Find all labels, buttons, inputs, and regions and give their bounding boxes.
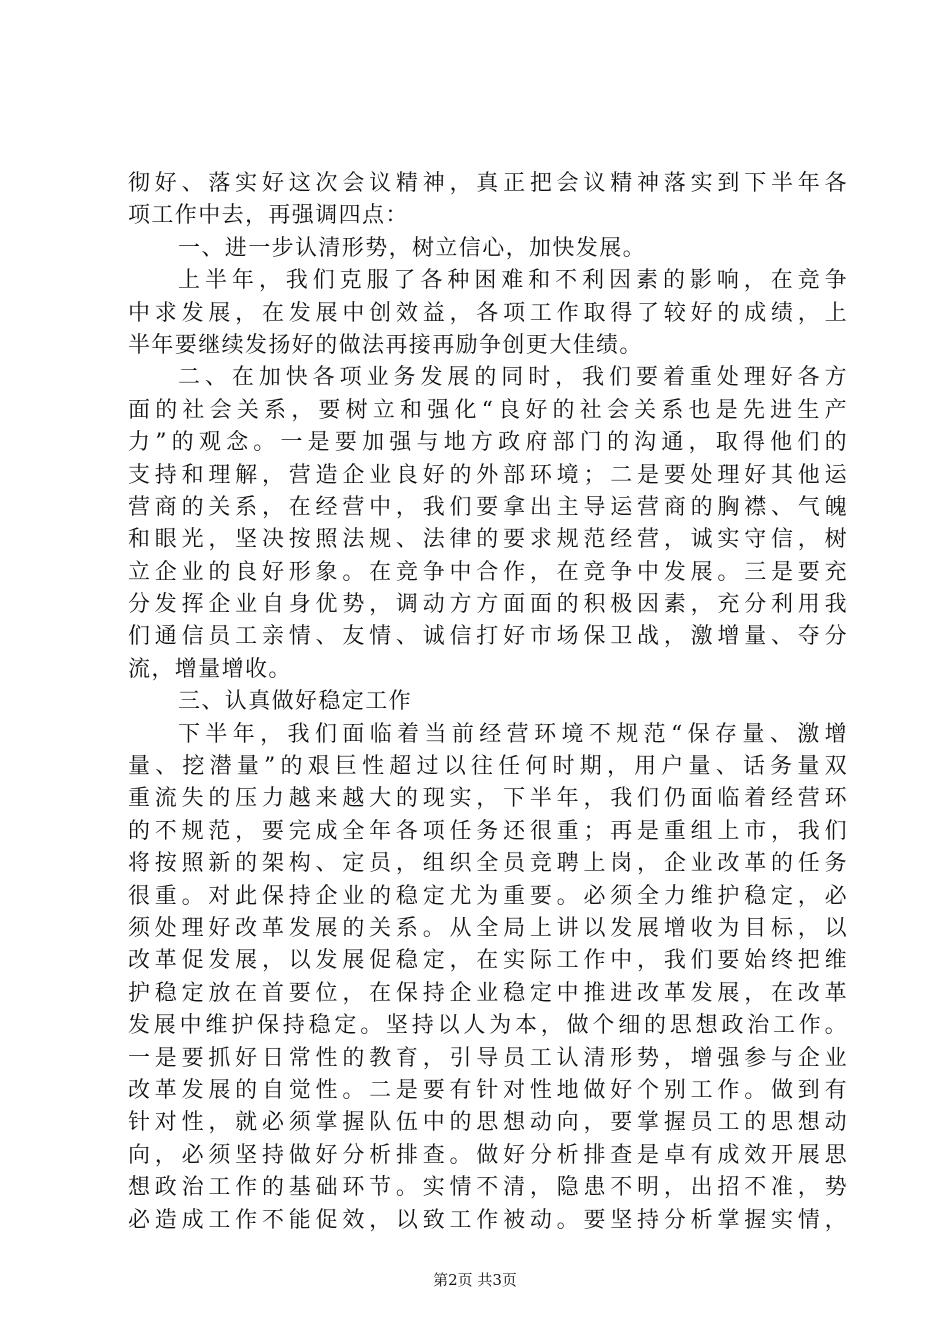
text-line: 须处理好改革发展的关系。从全局上讲以发展增收为目标，以: [128, 915, 848, 941]
text-line: 项工作中去，再强调四点：: [128, 203, 409, 229]
text-line: 分发挥企业自身优势，调动方方面面的积极因素，充分利用我: [128, 592, 848, 618]
text-line: 营商的关系，在经营中，我们要拿出主导运营商的胸襟、气魄: [128, 494, 848, 520]
page-number: 第2页 共3页: [433, 1271, 517, 1289]
text-line: 们通信员工亲情、友情、诚信打好市场保卫战，激增量、夺分: [128, 624, 848, 650]
text-line: 改革发展的自觉性。二是要有针对性地做好个别工作。做到有: [128, 1077, 848, 1103]
text-line: 流，增量增收。: [128, 656, 292, 682]
text-line: 下半年，我们面临着当前经营环境不规范“保存量、激增: [178, 721, 848, 747]
text-line: 护稳定放在首要位，在保持企业稳定中推进改革发展，在改革: [128, 980, 848, 1006]
text-line: 发展中维护保持稳定。坚持以人为本，做个细的思想政治工作。: [128, 1013, 848, 1039]
text-line: 的不规范，要完成全年各项任务还很重；再是重组上市，我们: [128, 818, 848, 844]
text-line: 立企业的良好形象。在竞争中合作，在竞争中发展。三是要充: [128, 559, 848, 585]
document-body: [128, 168, 848, 1237]
text-line: 针对性，就必须掌握队伍中的思想动向，要掌握员工的思想动: [128, 1110, 848, 1136]
text-line: 向，必须坚持做好分析排查。做好分析排查是卓有成效开展思: [128, 1142, 848, 1168]
text-line: 力”的观念。一是要加强与地方政府部门的沟通，取得他们的: [128, 430, 848, 456]
text-line: 量、挖潜量”的艰巨性超过以往任何时期，用户量、话务量双: [128, 754, 848, 780]
section-heading: 二、在加快各项业务发展的同时，我们要着重处理好各方: [178, 365, 848, 391]
text-line: 很重。对此保持企业的稳定尤为重要。必须全力维护稳定，必: [128, 883, 848, 909]
text-line: 支持和理解，营造企业良好的外部环境；二是要处理好其他运: [128, 462, 848, 488]
text-line: 一是要抓好日常性的教育，引导员工认清形势，增强参与企业: [128, 1045, 848, 1071]
text-line: 想政治工作的基础环节。实情不清，隐患不明，出招不准，势: [128, 1175, 848, 1201]
text-line: 面的社会关系，要树立和强化“良好的社会关系也是先进生产: [128, 397, 848, 423]
text-line: 彻好、落实好这次会议精神，真正把会议精神落实到下半年各: [128, 171, 848, 196]
text-line: 必造成工作不能促效，以致工作被动。要坚持分析掌握实情，: [128, 1207, 848, 1233]
section-heading: 三、认真做好稳定工作: [178, 689, 413, 715]
text-line: 中求发展，在发展中创效益，各项工作取得了较好的成绩，上: [128, 300, 848, 326]
text-line: 将按照新的架构、定员，组织全员竞聘上岗，企业改革的任务: [128, 851, 848, 877]
text-line: 半年要继续发扬好的做法再接再励争创更大佳绩。: [128, 332, 643, 358]
text-line: 重流失的压力越来越大的现实，下半年，我们仍面临着经营环: [128, 786, 848, 812]
text-line: 和眼光，坚决按照法规、法律的要求规范经营，诚实守信，树: [128, 527, 848, 553]
section-heading: 一、进一步认清形势，树立信心，加快发展。: [178, 235, 647, 261]
text-line: 改革促发展，以发展促稳定，在实际工作中，我们要始终把维: [128, 948, 848, 974]
text-line: 上半年，我们克服了各种困难和不利因素的影响，在竞争: [178, 268, 848, 294]
